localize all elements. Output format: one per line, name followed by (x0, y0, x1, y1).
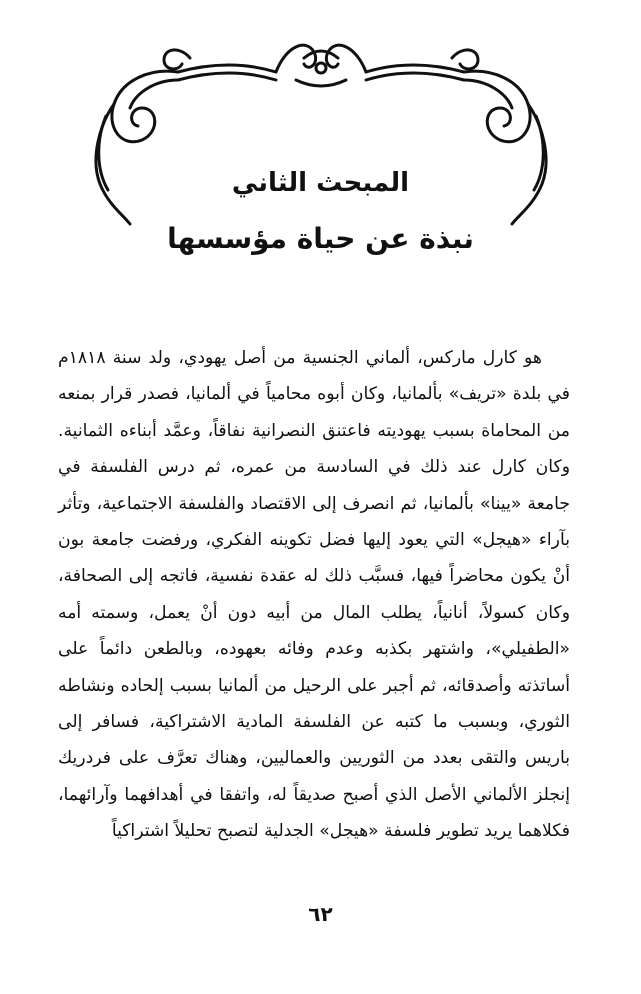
body-paragraph: هو كارل ماركس، ألماني الجنسية من أصل يهودي، ولد سنة ١٨١٨م في بلدة «تريف» بألمانيا، وكان أبوه محامياً في ألمانيا، فصدر قرار بمنعه من المحاماة بسبب يهوديته فاعتنق النصرانية نفاقاً، وعمَّد أبناءه الثمانية. وكان كارل عند ذلك في السادسة من عمره، ثم درس الفلسفة في جامعة «يينا» بألمانيا، ثم انصرف إلى الاقتصاد والفلسفة الاجتماعية، وتأثر بآراء «هيجل» التي يعود إليها فضل تكوينه الفكري، ورفضت جامعة بون أنْ يكون محاضراً فيها، فسبَّب ذلك له عقدة نفسية، فاتجه إلى الصحافة، وكان كسولاً، أنانياً، يطلب المال من أبيه دون أنْ يعمل، وسمته أمه «الطفيلي»، واشتهر بكذبه وعدم وفائه بعهوده، وبالطعن دائماً على أساتذته وأصدقائه، ثم أجبر على الرحيل من ألمانيا بسبب إلحاده ونشاطه الثوري، وبسبب ما كتبه عن الفلسفة المادية الاشتراكية، فسافر إلى باريس والتقى بعدد من الثوريين والعماليين، وهناك تعرَّف على فردريك إنجلز الألماني الأصل الذي أصبح صديقاً له، واتفقا في أهدافهما وآرائهما، فكلاهما يريد تطوير فلسفة «هيجل» الجدلية لتصبح تحليلاً اشتراكياً (58, 348, 570, 842)
page-number: ٦٢ (308, 902, 333, 926)
section-title: نبذة عن حياة مؤسسها (167, 222, 474, 255)
decorative-frame-ornament (60, 28, 582, 238)
body-text (58, 340, 570, 850)
section-label: المبحث الثاني (231, 168, 410, 198)
